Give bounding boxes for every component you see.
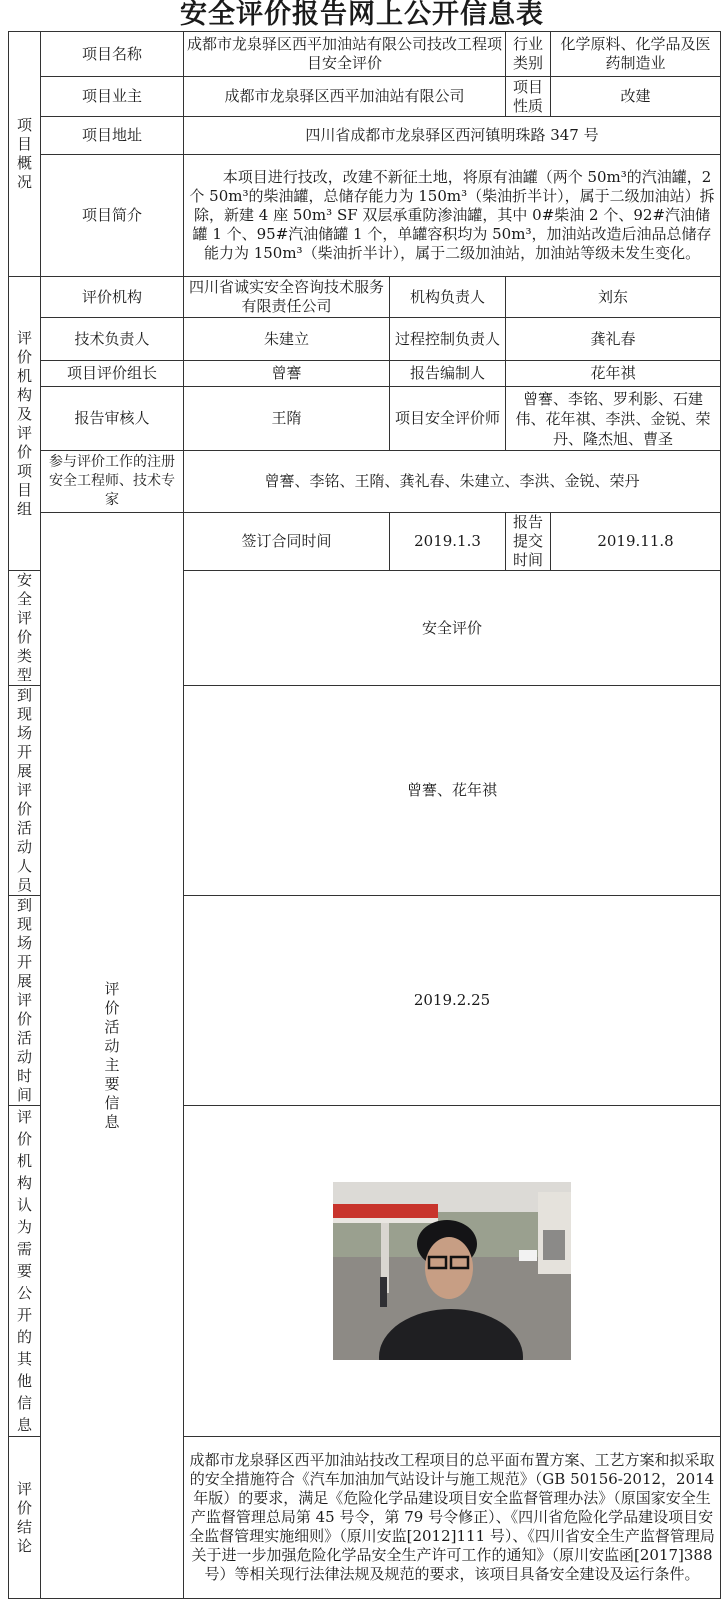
type-label: 安全评价类型 xyxy=(9,571,41,686)
process-value: 龚礼春 xyxy=(506,318,721,361)
owner-value: 成都市龙泉驿区西平加油站有限公司 xyxy=(184,77,506,117)
photo-canopy-edge xyxy=(333,1218,438,1223)
contract-label: 签订合同时间 xyxy=(184,513,390,571)
head-value: 刘东 xyxy=(506,277,721,318)
intro-value: 本项目进行技改，改建不新征土地，将原有油罐（两个 50m³的汽油罐，2 个 50m³的柴油罐，总储存能力为 150m³（柴油折半计），属于二级加油站）拆除，新建 4 座 50m³ SF 双层承重防渗油罐，其中 0#柴油 2 个、92#汽油储罐 1 个、95#汽油储罐 1 个，单罐容积均为 50m³，加油站改造后油品总储存能力为 150m³（柴油折半计），属于二级加油站，加油站等级未发生变化。 xyxy=(184,155,721,277)
nature-label: 项目性质 xyxy=(506,77,551,117)
address-label: 项目地址 xyxy=(41,117,184,155)
nature-value: 改建 xyxy=(551,77,721,117)
org-label: 评价机构 xyxy=(41,277,184,318)
industry-value: 化学原料、化学品及医药制造业 xyxy=(551,32,721,77)
reviewer-value: 王隋 xyxy=(184,387,390,451)
leader-value: 曾謇 xyxy=(184,361,390,387)
section-agency xyxy=(9,277,41,571)
section-activity-label: 评价活动主要信息 xyxy=(104,979,120,1131)
engineers-value: 曾謇、李铭、王隋、龚礼春、朱建立、李洪、金锐、荣丹 xyxy=(184,451,721,513)
process-label: 过程控制负责人 xyxy=(390,318,506,361)
leader-label: 项目评价组长 xyxy=(41,361,184,387)
conclusion-value: 成都市龙泉驿区西平加油站技改工程项目的总平面布置方案、工艺方案和拟采取的安全措施符合《汽车加油加气站设计与施工规范》（GB 50156-2012，2014 年版）的要求，满足《危险化学品建设项目安全监督管理办法》（原国家安全生产监督管理总局第 45 号令，第 79 号令修正）、《四川省危险化学品建设项目安全监督管理实施细则》（原川安监[2012]111 号）、《四川省安全生产监督管理局关于进一步加强危险化学品安全生产许可工作的通知》（原川安监函[2017]388 号）等相关现行法律法规及规范的要求，该项目具备安全建设及运行条件。 xyxy=(184,1437,721,1599)
other-info-label: 评价机构认为需要公开的其他信息 xyxy=(9,1106,41,1437)
project-name-label: 项目名称 xyxy=(41,32,184,77)
site-people-label: 到现场开展评价活动人员 xyxy=(9,686,41,896)
tech-label: 技术负责人 xyxy=(41,318,184,361)
contract-value: 2019.1.3 xyxy=(390,513,506,571)
intro-label: 项目简介 xyxy=(41,155,184,277)
tech-value: 朱建立 xyxy=(184,318,390,361)
info-table xyxy=(8,31,721,1599)
section-overview xyxy=(9,32,41,277)
other-info-cell xyxy=(184,1106,721,1437)
site-photo-icon xyxy=(333,1182,571,1360)
address-value: 四川省成都市龙泉驿区西河镇明珠路 347 号 xyxy=(184,117,721,155)
photo-canopy-roof xyxy=(333,1204,438,1218)
industry-label: 行业类别 xyxy=(506,32,551,77)
site-time-value: 2019.2.25 xyxy=(184,896,721,1106)
photo-worker xyxy=(380,1277,387,1307)
photo-building-window xyxy=(543,1230,565,1260)
org-value: 四川省诚实安全咨询技术服务有限责任公司 xyxy=(184,277,390,318)
site-time-label: 到现场开展评价活动时间 xyxy=(9,896,41,1106)
conclusion-label: 评价结论 xyxy=(9,1437,41,1599)
page-title: 安全评价报告网上公开信息表 xyxy=(180,0,544,30)
type-value: 安全评价 xyxy=(184,571,721,686)
reviewer-label: 报告审核人 xyxy=(41,387,184,451)
section-agency-label: 评价机构及评价项目组 xyxy=(16,328,32,518)
evaluator-value: 曾謇、李铭、罗利影、石建伟、花年祺、李洪、金锐、荣丹、隆杰旭、曹圣 xyxy=(506,387,721,451)
evaluator-label: 项目安全评价师 xyxy=(390,387,506,451)
writer-value: 花年祺 xyxy=(506,361,721,387)
site-people-value: 曾謇、花年祺 xyxy=(184,686,721,896)
section-overview-label: 项目概况 xyxy=(16,116,32,191)
section-activity xyxy=(41,513,184,1599)
owner-label: 项目业主 xyxy=(41,77,184,117)
photo-van xyxy=(519,1250,537,1261)
submit-label: 报告提交时间 xyxy=(506,513,551,571)
writer-label: 报告编制人 xyxy=(390,361,506,387)
head-label: 机构负责人 xyxy=(390,277,506,318)
submit-value: 2019.11.8 xyxy=(551,513,721,571)
engineers-label: 参与评价工作的注册安全工程师、技术专家 xyxy=(41,451,184,513)
project-name-value: 成都市龙泉驿区西平加油站有限公司技改工程项目安全评价 xyxy=(184,32,506,77)
